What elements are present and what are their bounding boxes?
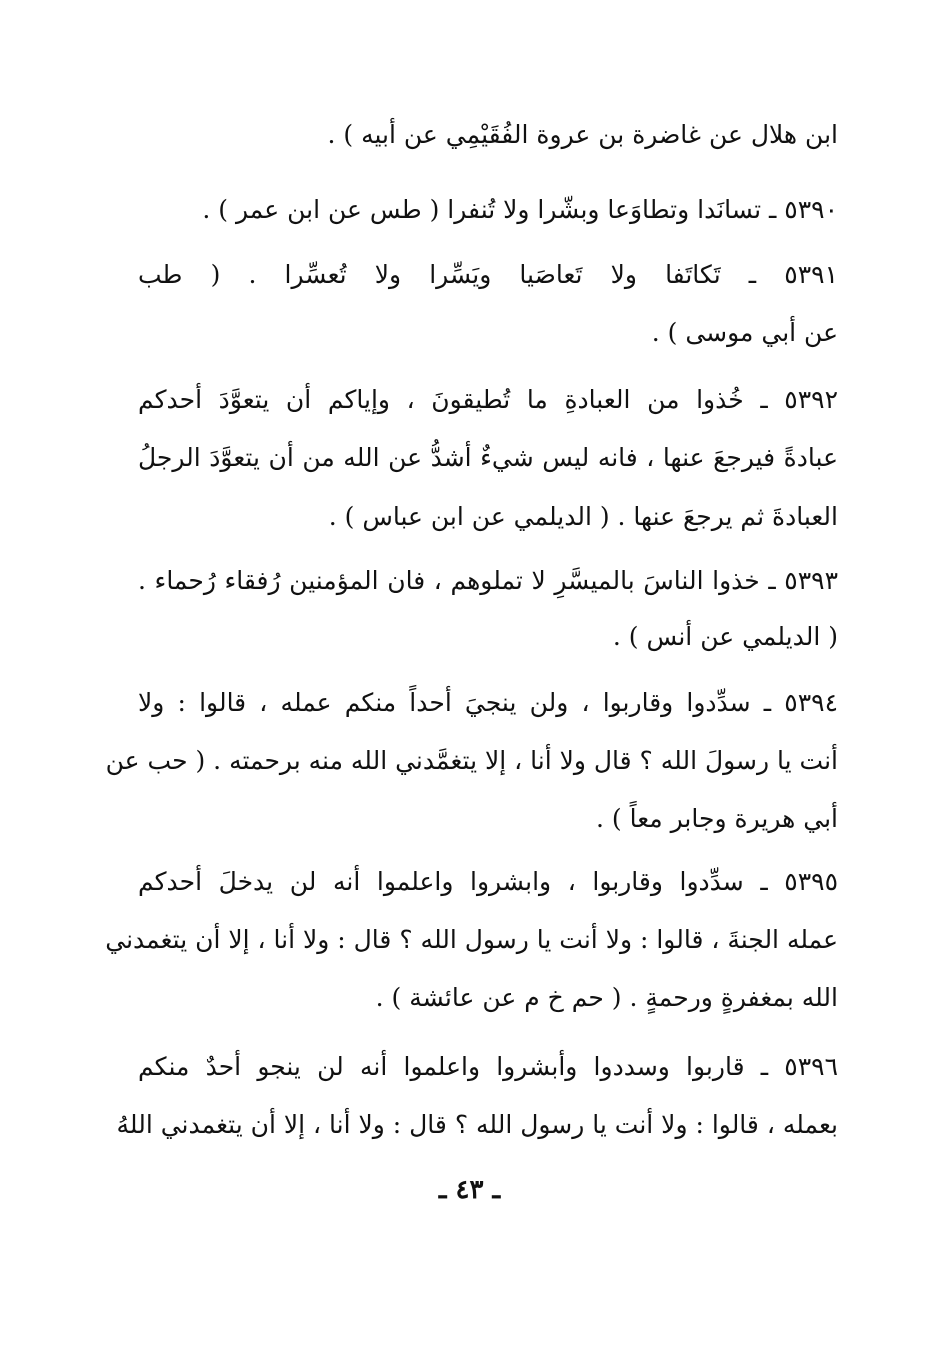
text-line: ٥٣٩٣ ـ خذوا الناسَ بالميسَّرِ لا تملوهم ، فان المؤمنين رُفقاء رُحماء . [138, 566, 838, 595]
text-line: ٥٣٩١ ـ تَكاتَفا ولا تَعاصَيا ويَسِّرا ولا تُعسِّرا . ( طب [138, 260, 838, 289]
text-line: بعمله ، قالوا : ولا أنت يا رسول الله ؟ قال : ولا أنا ، إلا أن يتغمدني اللهُ [116, 1110, 838, 1139]
text-line: أبي هريرة وجابر معاً ) . [596, 804, 838, 833]
text-line: ٥٣٩٢ ـ خُذوا من العبادةِ ما تُطيقونَ ، وإياكم أن يتعوَّدَ أحدكم [138, 385, 838, 414]
text-line: عبادةً فيرجعَ عنها ، فانه ليس شيءٌ أشدُّ عن الله من أن يتعوَّدَ الرجلُ [138, 443, 838, 472]
text-line: ٥٣٩٤ ـ سدِّدوا وقاربوا ، ولن ينجيَ أحداً منكم عمله ، قالوا : ولا [138, 688, 838, 717]
text-line: عن أبي موسى ) . [651, 318, 838, 347]
text-line: العبادةَ ثم يرجعَ عنها . ( الديلمي عن ابن عباس ) . [328, 502, 838, 531]
page-number: ـ ٤٣ ـ [438, 1175, 501, 1205]
text-line: ٥٣٩٦ ـ قاربوا وسددوا وأبشروا واعلموا أنه لن ينجو أحدٌ منكم [138, 1052, 838, 1081]
text-line: ابن هلال عن غاضرة بن عروة الفُقَيْمِي عن أبيه ) . [327, 120, 838, 149]
text-line: ( الديلمي عن أنس ) . [612, 622, 838, 651]
text-line: الله بمغفرةٍ ورحمةٍ . ( حم خ م عن عائشة ) . [375, 983, 838, 1012]
text-line: عمله الجنةَ ، قالوا : ولا أنت يا رسول الله ؟ قال : ولا أنا ، إلا أن يتغمدني [105, 925, 838, 954]
text-line: أنت يا رسولَ الله ؟ قال ولا أنا ، إلا يتغمَّدني الله منه برحمته . ( حب عن [105, 746, 838, 775]
text-line: ٥٣٩٥ ـ سدِّدوا وقاربوا ، وابشروا واعلموا أنه لن يدخلَ أحدكم [138, 867, 838, 896]
text-line: ٥٣٩٠ ـ تسانَدا وتطاوَعا وبشّرا ولا تُنفرا ( طس عن ابن عمر ) . [202, 195, 838, 224]
